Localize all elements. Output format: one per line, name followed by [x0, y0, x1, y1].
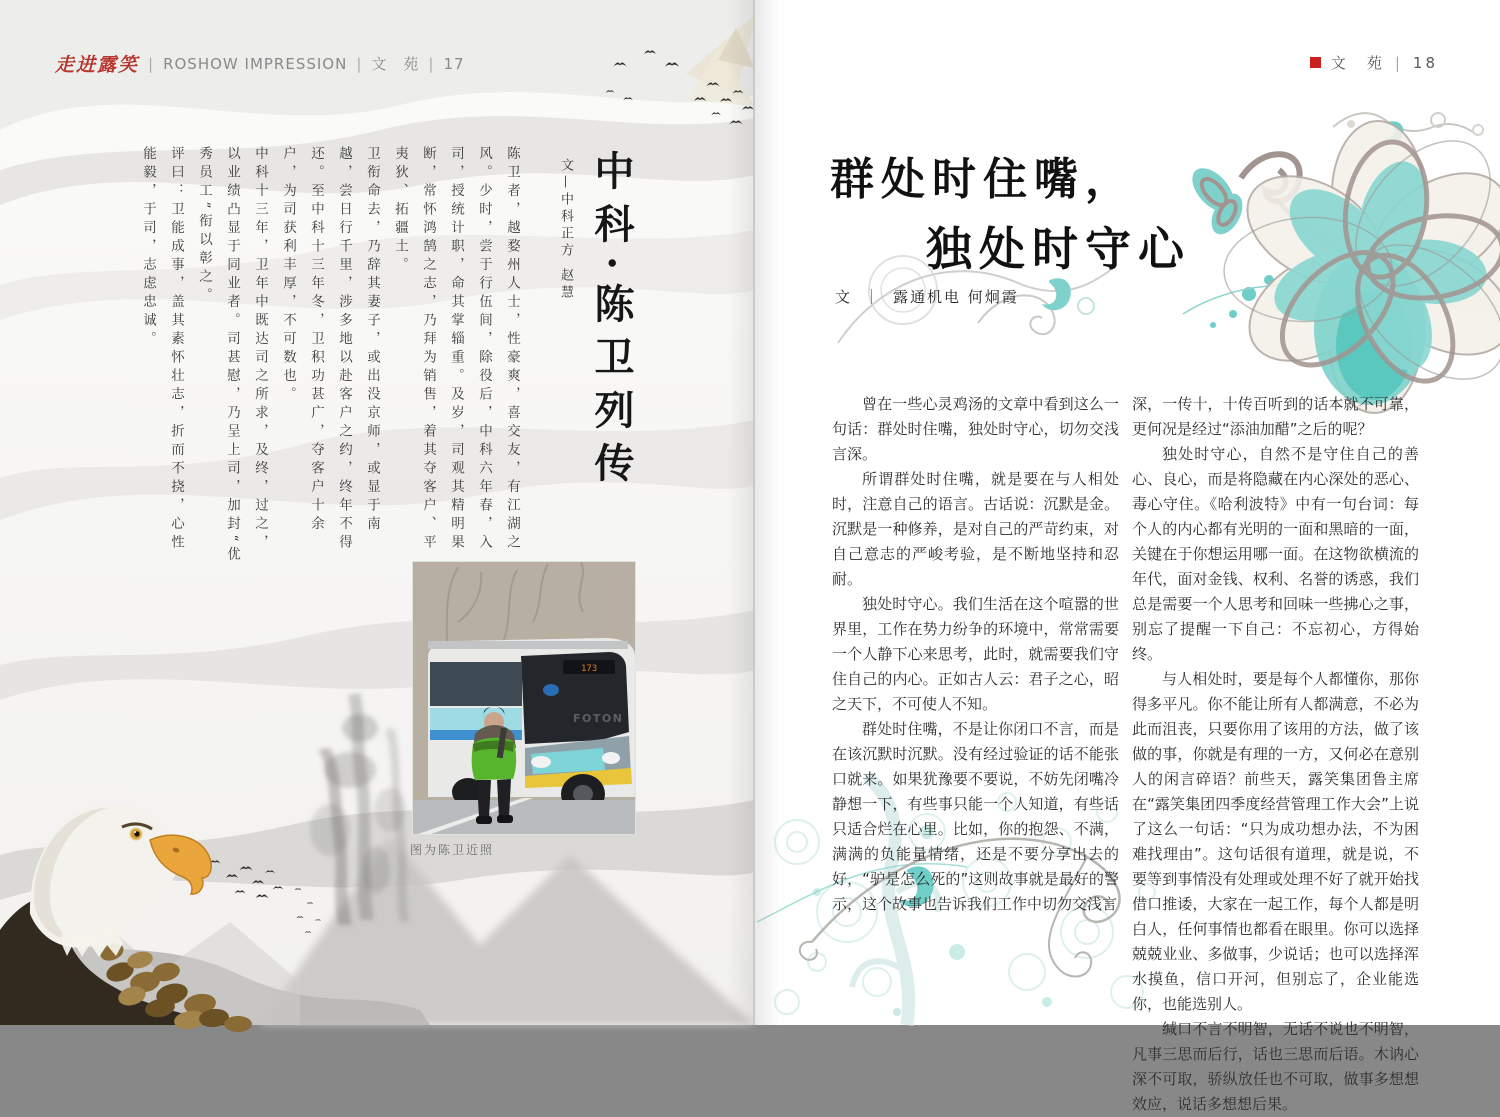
paragraph: 评曰：卫能成事，盖其素怀壮志，折而不挠，心性能毅，于司，志虑忠诚。 [140, 146, 184, 553]
header-separator: | [148, 54, 155, 73]
photo-caption: 图为陈卫近照 [410, 843, 495, 857]
article-title-line1: 群处时住嘴， [830, 154, 1136, 205]
paragraph: 独处时守心。我们生活在这个喧嚣的世界里，工作在势力纷争的环境中，常常需要一个人静下心来思考，此时，就需要我们守住自己的内心。正如古人云：君子之心，昭之天下，不可使人不知。 [832, 595, 1119, 713]
bus-route-number: 173 [581, 664, 598, 674]
teal-comma-icon [1042, 278, 1071, 310]
section-marker-icon [1310, 57, 1321, 68]
byline-author: 露通机电 何炯霞 [893, 288, 1019, 306]
section-label: 文 苑 [1330, 54, 1385, 72]
article-body-vertical [128, 146, 526, 568]
page-fold-shadow [755, 0, 781, 1025]
paragraph: 卫衔命去，乃辞其妻子，或出没京师，或显于南越，尝日行千里，涉多地以赴客户之约，终年不得还。至中科十三年冬，卫积功甚广，夺客户十余户，为司获利丰厚，不可数也。 [280, 146, 380, 553]
flower-decoration [1183, 82, 1500, 382]
byline-prefix: 文 [835, 288, 853, 306]
header-separator: | [356, 54, 363, 73]
page-number: 17 [443, 54, 465, 73]
article-byline [835, 286, 1019, 307]
paragraph: 独处时守心，自然不是守住自己的善心、良心，而是将隐藏在内心深处的恶心、毒心守住。《哈利波特》中有一句台词：每个人的内心都有光明的一面和黑暗的一面，关键在于你想运用哪一面。在这物欲横流的年代，面对金钱、权利、名誉的诱惑，我们总是需要一个人思考和回味一些拂心之事，别忘了提醒一下自己：不忘初心，方得始终。 [1132, 445, 1419, 663]
article-title-line2: 独处时守心 [926, 222, 1191, 276]
paragraph: 曾在一些心灵鸡汤的文章中看到这么一句话：群处时住嘴，独处时守心，切勿交浅言深。 [832, 395, 1119, 463]
byline-separator: ｜ [864, 288, 882, 306]
page-spine [753, 0, 755, 1025]
eagle-illustration [0, 782, 300, 1025]
bird-flock-far-icon [210, 860, 284, 898]
left-page-header [55, 50, 465, 77]
bus-illustration [428, 638, 635, 814]
paragraph: 所谓群处时住嘴，就是要在与人相处时，注意自己的语言。古话说：沉默是金。沉默是一种修养，是对自己的严苛约束，对自己意志的严峻考验，是不断地坚持和忍耐。 [832, 470, 1119, 588]
page-number: 18 [1412, 53, 1438, 72]
article-byline-vertical: 文—中科正方 赵慧 [558, 158, 573, 303]
bus-brand-label: FOTON [573, 712, 624, 725]
road [413, 800, 635, 834]
page-fold-shadow [727, 0, 753, 1025]
paragraph: 群处时住嘴，不是让你闭口不言，而是在该沉默时沉默。没有经过验证的话不能张口就来。如果犹豫要不要说，不妨先闭嘴冷静想一下，有些事只能一个人知道，有些话只适合烂在心里。比如，你的抱怨、不满，满满的负能量情绪，还是不要分享出去的好，“驴是怎么死的”这则故事就是最好的警示，这个故事也告诉我们工作中切勿交浅言 [832, 720, 1119, 913]
body-column-2 [1132, 392, 1419, 1117]
left-page [0, 0, 755, 1025]
body-column-1 [832, 392, 1119, 917]
bus-photo [413, 562, 635, 834]
header-separator: | [1394, 53, 1403, 72]
paragraph: 缄口不言不明智，无话不说也不明智，凡事三思而后行，话也三思而后语。木讷心深不可取，骄纵放任也不可取，做事多想想效应，说话多想想后果。 [1132, 1020, 1419, 1113]
paragraph: 与人相处时，要是每个人都懂你，那你得多平凡。你不能让所有人都满意，不必为此而沮丧，只要你用了该用的方法，做了该做的事，你就是有理的一方，又何必在意别人的闲言碎语？前些天，露笑集团鲁主席在“露笑集团四季度经营管理工作大会”上说了这么一句话：“只为成功想办法，不为困难找理由”。这句话很有道理，就是说，不要等到事情没有处理或处理不好了就开始找借口推诿，大家在一起工作，每个人都是明白人，任何事情也都看在眼里。你可以选择兢兢业业、多做事，少说话；也可以选择浑水摸鱼，信口开河，但别忘了，企业能选你，也能选别人。 [1132, 670, 1419, 1013]
section-label: 文 苑 [371, 55, 420, 73]
magazine-name: ROSHOW IMPRESSION [163, 54, 348, 73]
article-title-vertical: 中科·陈卫列传 [588, 150, 635, 495]
paragraph: 深，一传十，十传百听到的话本就不可靠，更何况是经过“添油加醋”之后的呢？ [1132, 395, 1419, 438]
header-separator: | [428, 54, 435, 73]
paragraph: 陈卫者，越婺州人士，性豪爽，喜交友，有江湖之风。少时，尝于行伍间，除役后，中科六年春，入司，授统计职，命其掌辎重。及岁，司观其精明果断，常怀鸿鹄之志，乃拜为销售，着其夺客户、平夷狄、拓疆土。 [392, 146, 520, 553]
paragraph: 中科十三年，卫年中既达司之所求，及终，过之，以业绩凸显于同业者。司甚慰，乃呈上司，加封“优秀员工”衔以彰之。 [196, 146, 268, 565]
right-page-header [1310, 52, 1438, 73]
magazine-logo: 走进露笑 [55, 54, 140, 76]
